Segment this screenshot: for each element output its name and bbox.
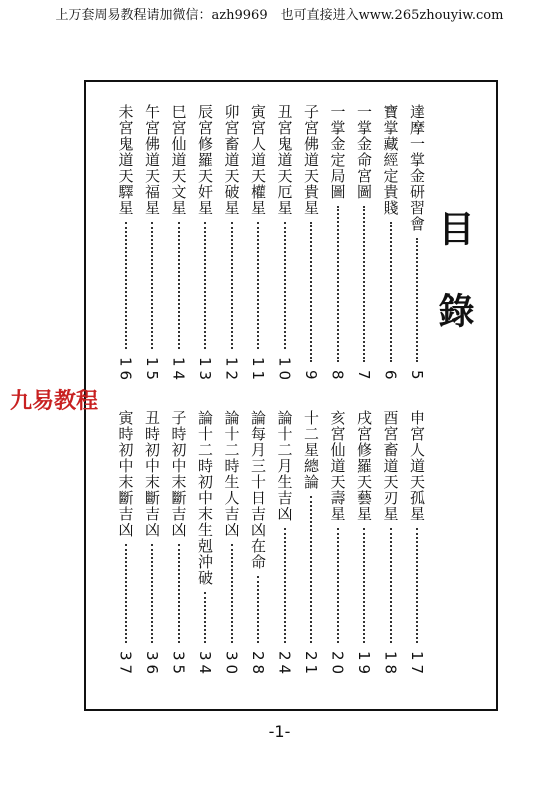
toc-leader-dots <box>416 238 418 362</box>
toc-leader-dots <box>390 528 392 643</box>
toc-leader-dots <box>125 222 127 349</box>
toc-entry-title: 一掌金命宮圖 <box>355 104 373 200</box>
toc-title-char-1: 目 <box>433 210 475 246</box>
toc-leader-dots <box>337 206 339 362</box>
toc-entry <box>194 410 216 678</box>
toc-page-number: 36 <box>143 650 161 678</box>
toc-page-number: 9 <box>302 370 320 384</box>
toc-leader-dots <box>178 544 180 643</box>
toc-page-number: 35 <box>169 650 188 678</box>
toc-leader-dots <box>310 222 312 362</box>
toc-entry <box>168 410 190 678</box>
toc-leader-dots <box>204 222 206 349</box>
watermark-logo: 九易教程 <box>10 389 99 414</box>
toc-entry <box>194 104 216 384</box>
toc-entry <box>300 104 322 384</box>
toc-leader-dots <box>204 592 206 643</box>
toc-page-number: 13 <box>196 356 214 384</box>
toc-page-number: 20 <box>328 650 347 678</box>
toc-entry-title: 子宮佛道天貴星 <box>302 104 320 216</box>
toc-entry-title: 午宮佛道天福星 <box>143 104 161 216</box>
toc-page-number: 19 <box>355 650 373 678</box>
toc-entry <box>274 104 296 384</box>
toc-page-number: 14 <box>169 356 188 384</box>
toc-leader-dots <box>178 222 180 349</box>
toc-leader-dots <box>257 222 259 349</box>
toc-page-number: 28 <box>249 650 267 678</box>
toc-entry-title: 未宮鬼道天驛星 <box>116 104 135 216</box>
toc-leader-dots <box>151 544 153 643</box>
toc-page-number: 34 <box>196 650 214 678</box>
toc-leader-dots <box>416 528 418 643</box>
toc-entry-title: 寶掌藏經定貴賤 <box>381 104 400 216</box>
toc-leader-dots <box>151 222 153 349</box>
toc-entry-title: 丑時初中末斷吉凶 <box>143 410 161 538</box>
toc-page-number: 10 <box>275 356 294 384</box>
toc-page-number: 15 <box>143 356 161 384</box>
toc-leader-dots <box>284 222 286 349</box>
toc-entry-title: 論十二月生吉凶 <box>275 410 294 522</box>
toc-entry <box>406 410 428 678</box>
toc-page-number: 16 <box>116 356 135 384</box>
toc-leader-dots <box>337 528 339 643</box>
toc-entry <box>141 104 163 384</box>
toc-page-number: 12 <box>222 356 241 384</box>
toc-leader-dots <box>231 222 233 349</box>
toc-entry-title: 達摩一掌金研習會 <box>408 104 426 232</box>
toc-page-number: 17 <box>408 650 426 678</box>
page-number: -1- <box>268 722 291 741</box>
toc-entry-title: 戌宮修羅天藝星 <box>355 410 373 522</box>
toc-entry-title: 十二星總論 <box>302 410 320 490</box>
toc-page-number: 11 <box>249 356 267 384</box>
toc-entry <box>115 410 137 678</box>
toc-entry <box>353 410 375 678</box>
toc-entry <box>406 104 428 384</box>
toc-leader-dots <box>284 528 286 643</box>
toc-entry-title: 卯宮畜道天破星 <box>222 104 241 216</box>
toc-entry <box>380 104 402 384</box>
toc-page-number: 37 <box>116 650 135 678</box>
toc-leader-dots <box>231 544 233 643</box>
toc-entry <box>247 104 269 384</box>
toc-entry <box>221 104 243 384</box>
toc-entry <box>327 104 349 384</box>
toc-entry <box>247 410 269 678</box>
toc-entry <box>115 104 137 384</box>
toc-entry-title: 寅宮人道天權星 <box>249 104 267 216</box>
toc-entry-title: 論十二時生人吉凶 <box>222 410 241 538</box>
header-banner: 上万套周易教程请加微信：azh9969 也可直接进入www.265zhouyiw.com <box>55 8 504 23</box>
toc-entry-title: 巳宮仙道天文星 <box>169 104 188 216</box>
toc-page-number: 6 <box>381 370 400 384</box>
toc-title-char-2: 錄 <box>433 292 475 328</box>
toc-entry <box>141 410 163 678</box>
toc-entry-title: 酉宮畜道天刃星 <box>381 410 400 522</box>
toc-leader-dots <box>125 544 127 643</box>
toc-leader-dots <box>310 496 312 643</box>
toc-entry <box>221 410 243 678</box>
toc-entry <box>327 410 349 678</box>
toc-page-number: 18 <box>381 650 400 678</box>
toc-leader-dots <box>363 528 365 643</box>
toc-entry-title: 論十二時初中末生剋沖破 <box>196 410 214 586</box>
toc-page-number: 8 <box>328 370 347 384</box>
toc-page-number: 7 <box>355 370 373 384</box>
toc-entry <box>274 410 296 678</box>
toc-page-number: 5 <box>408 370 426 384</box>
toc-page-number: 30 <box>222 650 241 678</box>
toc-entry-title: 丑宮鬼道天厄星 <box>275 104 294 216</box>
toc-leader-dots <box>390 222 392 362</box>
toc-entry-title: 辰宮修羅天奸星 <box>196 104 214 216</box>
toc-entry-title: 申宮人道天孤星 <box>408 410 426 522</box>
toc-entry-title: 亥宮仙道天壽星 <box>328 410 347 522</box>
toc-entry-title: 子時初中末斷吉凶 <box>169 410 188 538</box>
toc-page-number: 21 <box>302 650 320 678</box>
toc-entry <box>380 410 402 678</box>
toc-leader-dots <box>257 576 259 643</box>
toc-entry <box>300 410 322 678</box>
toc-leader-dots <box>363 206 365 362</box>
toc-page-number: 24 <box>275 650 294 678</box>
toc-entry <box>168 104 190 384</box>
toc-entry-title: 論每月三十日吉凶在命 <box>249 410 267 570</box>
toc-entry <box>353 104 375 384</box>
toc-entry-title: 一掌金定局圖 <box>328 104 347 200</box>
toc-entry-title: 寅時初中末斷吉凶 <box>116 410 135 538</box>
